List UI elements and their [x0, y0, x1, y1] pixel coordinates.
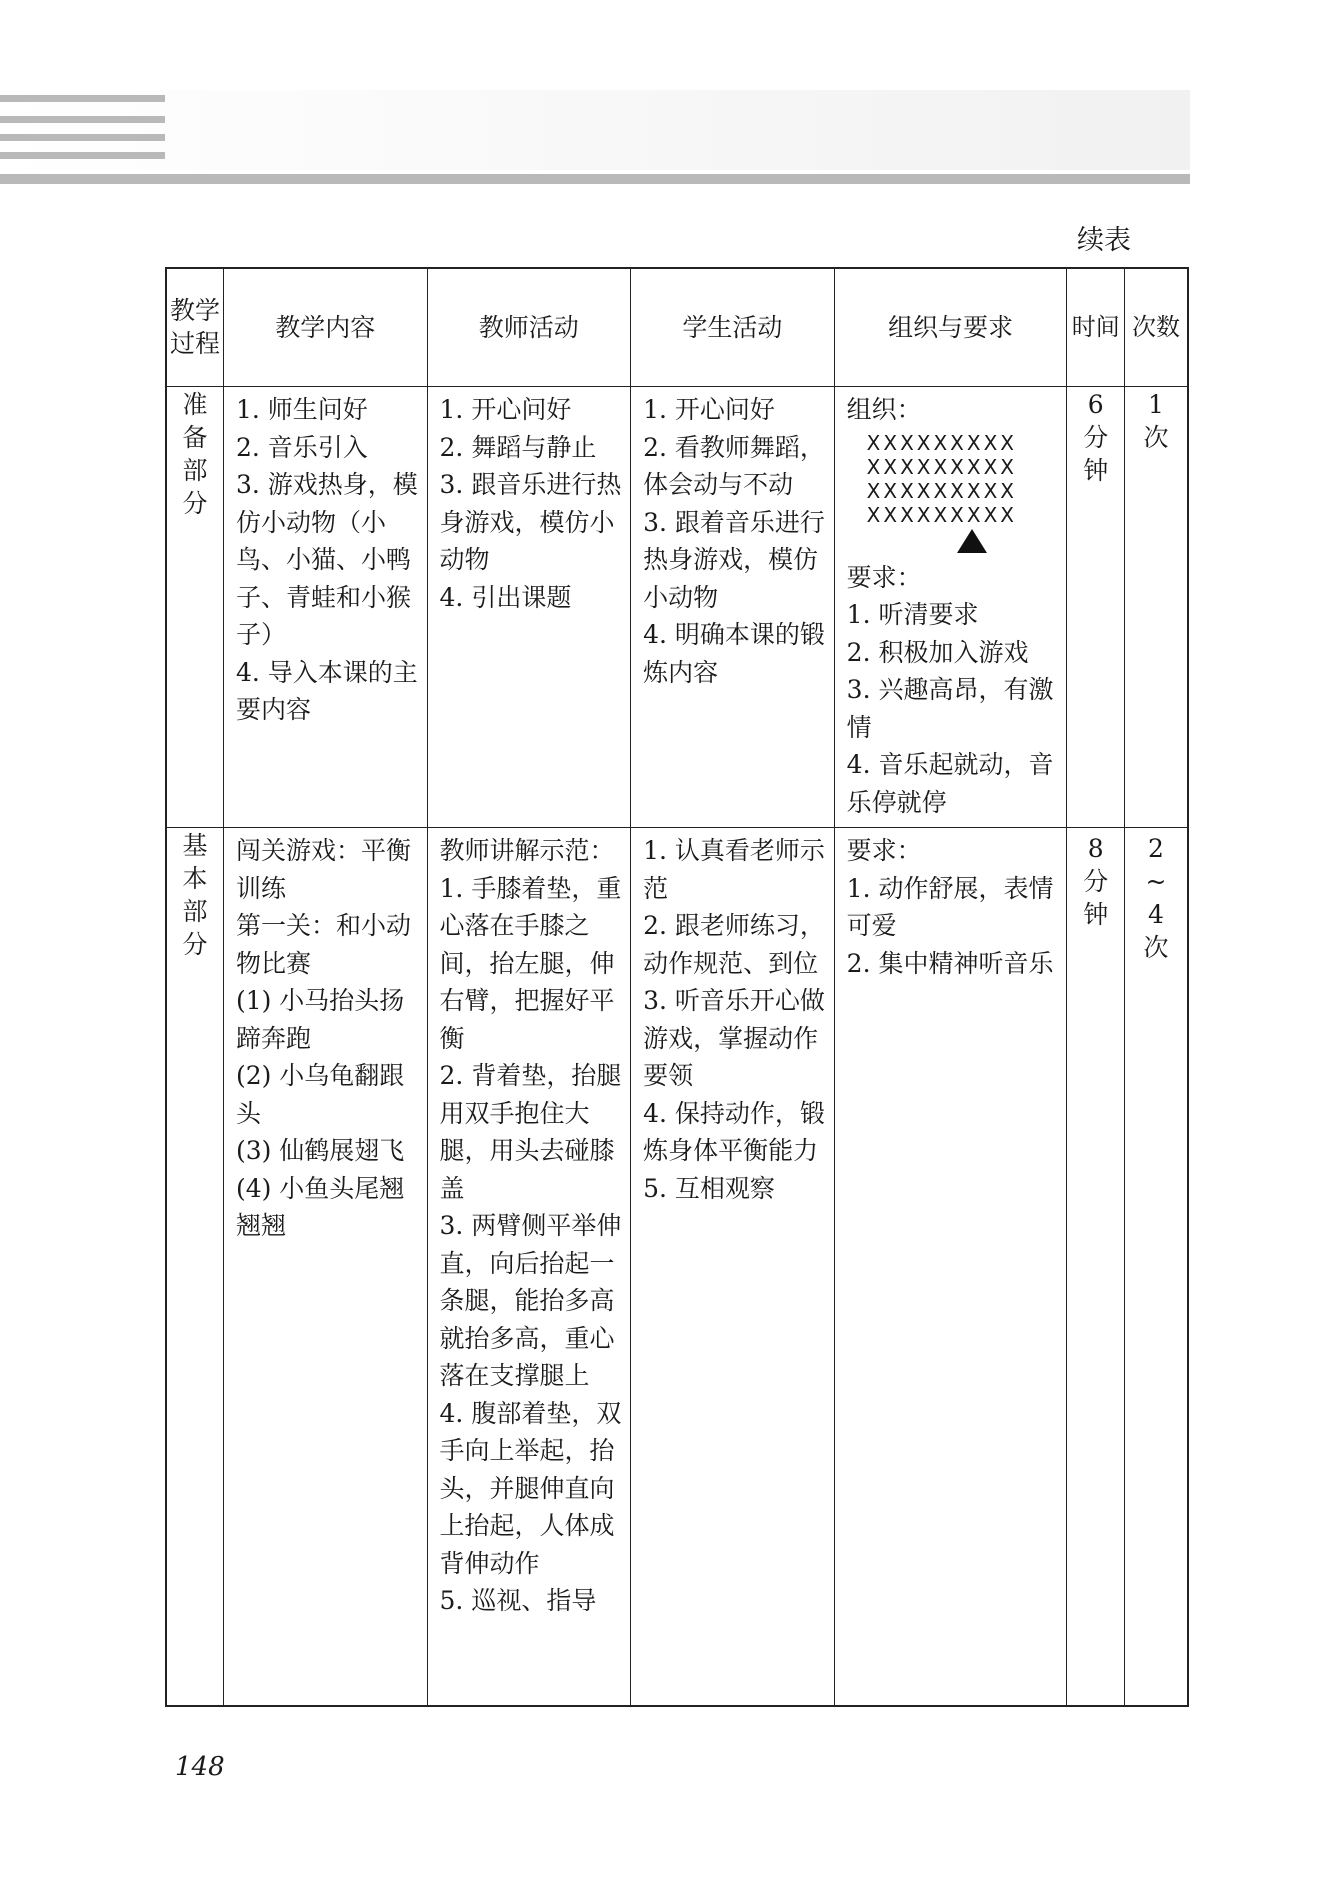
header-rule: [0, 174, 1190, 184]
list-item: 3. 跟音乐进行热身游戏，模仿小动物: [439, 470, 622, 574]
list-item: 1. 手膝着垫，重心落在手膝之间，抬左腿，伸右臂，把握好平衡: [439, 873, 622, 1053]
stage-cell: 基本部分: [166, 828, 223, 1706]
list-item: 3. 兴趣高昂，有激情: [846, 675, 1054, 742]
requirements-label: 要求：: [846, 836, 922, 865]
list-item: (2) 小乌龟翻跟头: [235, 1061, 405, 1128]
header-time: 时间: [1067, 268, 1124, 387]
formation-row: XXXXXXXXX: [866, 430, 1017, 455]
header-student: 学生活动: [631, 268, 835, 387]
header-stage: 教学过程: [166, 268, 223, 387]
time-cell: 8分钟: [1067, 828, 1124, 1706]
list-item: 2. 集中精神听音乐: [846, 948, 1054, 978]
list-item: 3. 跟着音乐进行热身游戏，模仿小动物: [643, 507, 825, 612]
list-item: 4. 导入本课的主要内容: [235, 657, 418, 724]
list-item: 5. 巡视、指导: [439, 1586, 597, 1615]
list-item: 2. 背着垫，抬腿用双手抱住大腿，用头去碰膝盖: [439, 1061, 622, 1203]
list-item: 1. 开心问好: [439, 395, 572, 424]
list-item: 教师讲解示范：: [439, 836, 615, 865]
time-cell: 6分钟: [1067, 387, 1124, 828]
content-cell: [223, 387, 427, 828]
list-item: 4. 音乐起就动，音乐停就停: [846, 750, 1054, 817]
teacher-cell: [427, 828, 631, 1706]
list-item: 2. 舞蹈与静止: [439, 432, 597, 462]
count-cell: 2~4次: [1124, 828, 1188, 1706]
list-item: 1. 师生问好: [235, 395, 368, 424]
list-item: 4. 引出课题: [439, 582, 572, 612]
list-item: 2. 跟老师练习，动作规范、到位: [643, 911, 825, 978]
header-stripe: [0, 95, 165, 102]
header-count: 次数: [1124, 268, 1188, 387]
list-item: 闯关游戏：平衡训练: [235, 836, 411, 903]
list-item: 4. 腹部着垫，双手向上举起，抬头，并腿伸直向上抬起，人体成背伸动作: [439, 1398, 622, 1578]
list-item: 第一关：和小动物比赛: [235, 911, 411, 978]
list-item: 1. 开心问好: [643, 395, 775, 424]
student-cell: [631, 387, 835, 828]
list-item: 1. 动作舒展，表情可爱: [846, 873, 1054, 940]
list-item: 2. 积极加入游戏: [846, 637, 1029, 667]
list-item: 2. 看教师舞蹈，体会动与不动: [643, 432, 825, 499]
formation-row: XXXXXXXXX: [866, 478, 1017, 503]
list-item: 1. 听清要求: [846, 600, 979, 629]
list-item: 3. 听音乐开心做游戏，掌握动作要领: [643, 986, 825, 1090]
organization-cell: [834, 387, 1067, 828]
list-item: 4. 明确本课的锻炼内容: [643, 620, 825, 687]
list-item: 5. 互相观察: [643, 1173, 775, 1203]
header-teacher: 教师活动: [427, 268, 631, 387]
list-item: 1. 认真看老师示范: [643, 836, 825, 903]
table-row: [166, 828, 1188, 1706]
list-item: (3) 仙鹤展翅飞: [235, 1136, 405, 1165]
requirements-label: 要求：: [846, 562, 922, 592]
stage-cell: 准备部分: [166, 387, 223, 828]
header-content: 教学内容: [223, 268, 427, 387]
table-row: [166, 387, 1188, 828]
header-stripe: [0, 152, 165, 159]
count-cell: 1次: [1124, 387, 1188, 828]
table-header-row: [166, 268, 1188, 387]
teacher-position-triangle-icon: [957, 529, 987, 553]
content-cell: [223, 828, 427, 1706]
list-item: 3. 游戏热身，模仿小动物（小鸟、小猫、小鸭子、青蛙和小猴子）: [235, 470, 418, 649]
organization-cell: [834, 828, 1067, 1706]
formation-diagram: [847, 431, 1061, 553]
organization-label: 组织：: [846, 395, 922, 424]
page-number: 148: [175, 1752, 225, 1782]
header-organization: 组织与要求: [834, 268, 1067, 387]
formation-row: XXXXXXXXX: [866, 502, 1017, 527]
list-item: (1) 小马抬头扬蹄奔跑: [235, 986, 405, 1053]
header-band: [0, 90, 1190, 170]
formation-row: XXXXXXXXX: [866, 454, 1017, 479]
student-cell: [631, 828, 835, 1706]
list-item: (4) 小鱼头尾翘翘翘: [235, 1173, 405, 1240]
list-item: 2. 音乐引入: [235, 432, 368, 462]
list-item: 4. 保持动作，锻炼身体平衡能力: [643, 1098, 825, 1165]
header-decoration: [0, 90, 1190, 185]
continued-label: 续表: [1077, 225, 1131, 256]
teacher-cell: [427, 387, 631, 828]
header-stripe: [0, 116, 165, 123]
header-stripe: [0, 134, 165, 141]
list-item: 3. 两臂侧平举伸直，向后抬起一条腿，能抬多高就抬多高，重心落在支撑腿上: [439, 1211, 622, 1390]
lesson-plan-table: [165, 267, 1189, 1707]
